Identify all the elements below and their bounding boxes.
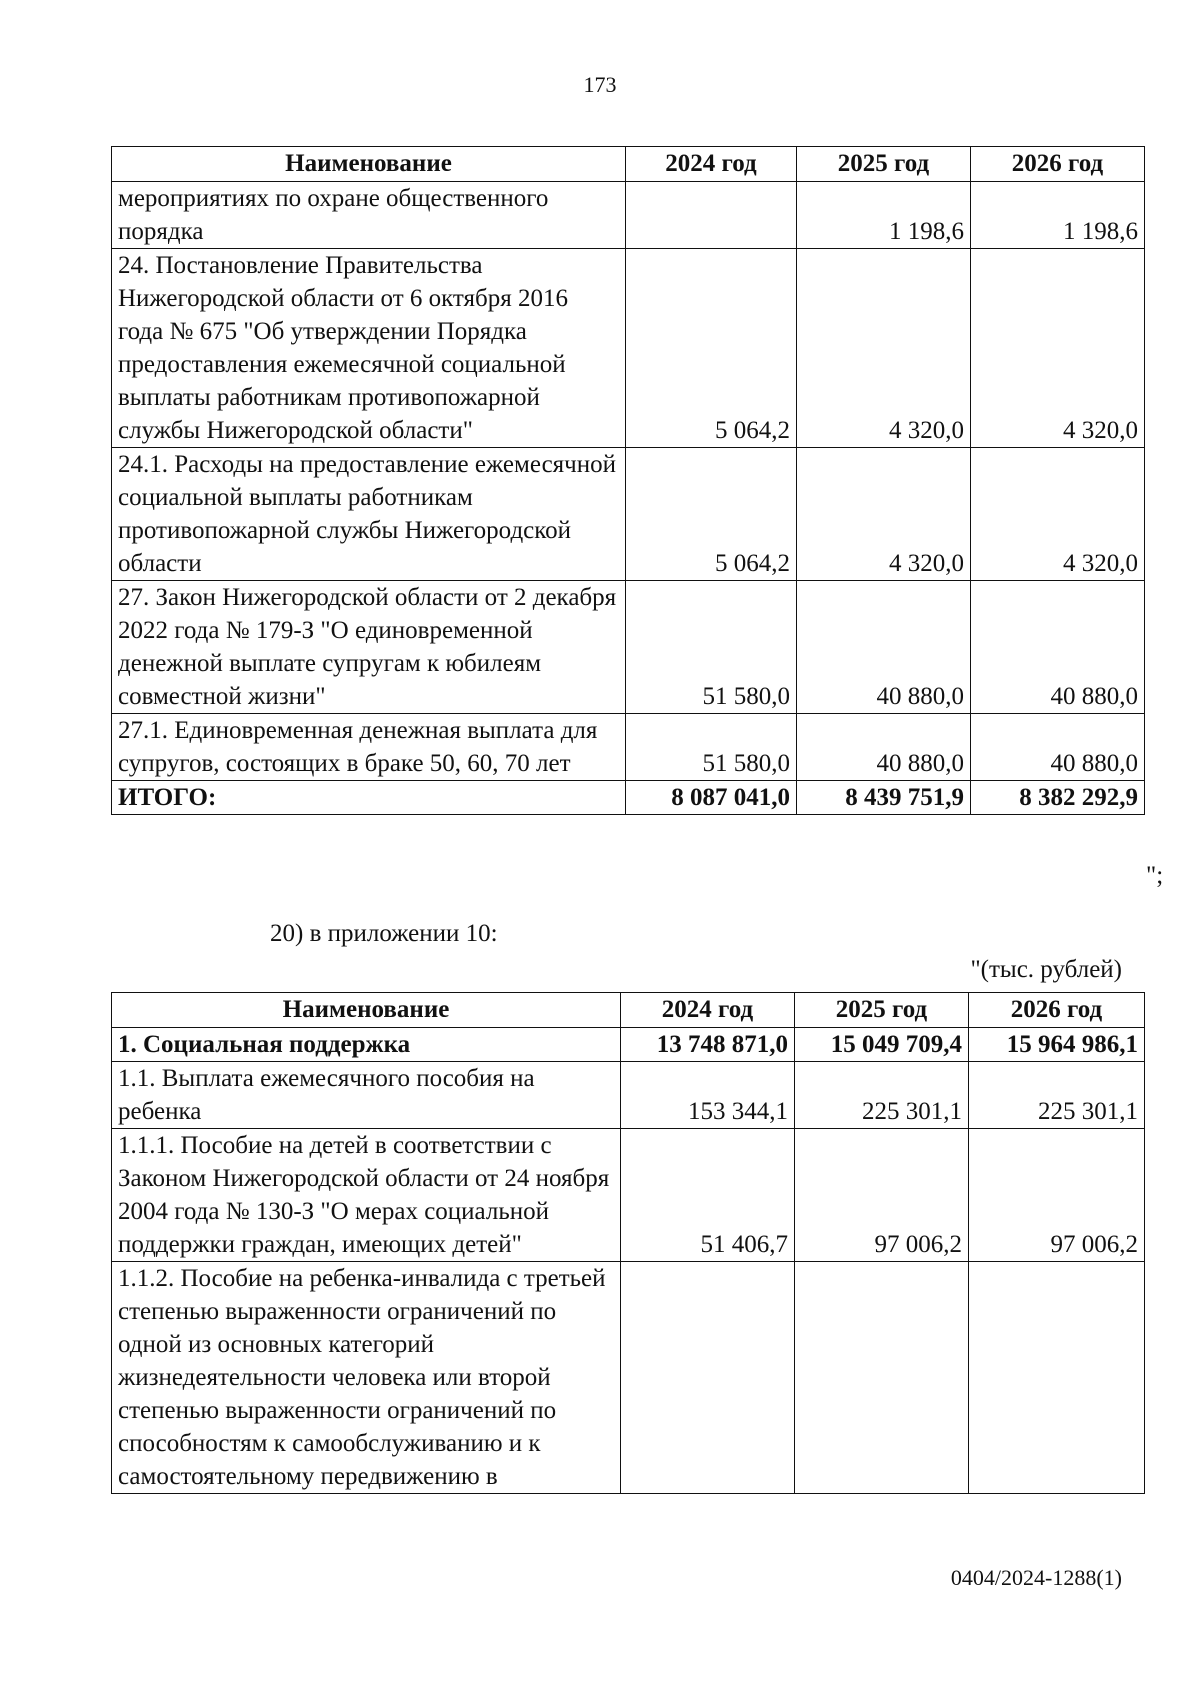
table-row [112, 581, 1145, 714]
table-header-row [112, 147, 1145, 182]
row-value-2026: 40 880,0 [971, 581, 1145, 714]
unit-label: "(тыс. рублей) [970, 956, 1122, 983]
row-name: 1.1.2. Пособие на ребенка-инвалида с третьей степенью выраженности ограничений по одной из основных категорий жизнедеятельности человека или второй степенью выраженности ограничений по способностям к самообслуживанию и к самостоятельному передвижению в [112, 1262, 621, 1494]
row-value-2024: 51 580,0 [626, 581, 797, 714]
total-2024: 8 087 041,0 [626, 781, 797, 815]
row-value-2025: 40 880,0 [797, 581, 971, 714]
row-value-2024: 153 344,1 [621, 1062, 795, 1129]
row-name: 24. Постановление Правительства Нижегородской области от 6 октября 2016 года № 675 "Об утверждении Порядка предоставления ежемесячной социальной выплаты работникам противопожарной службы Нижегородской области" [112, 249, 626, 448]
row-value-2026 [969, 1262, 1145, 1494]
table-row [112, 1062, 1145, 1129]
row-name: 1.1.1. Пособие на детей в соответствии с Законом Нижегородской области от 24 ноября 2004 года № 130-З "О мерах социальной поддержки граждан, имеющих детей" [112, 1129, 621, 1262]
row-value-2026: 225 301,1 [969, 1062, 1145, 1129]
row-value-2024: 5 064,2 [626, 249, 797, 448]
appendix-10-table [111, 992, 1145, 1494]
row-value-2024: 51 406,7 [621, 1129, 795, 1262]
table-row [112, 249, 1145, 448]
total-row [112, 781, 1145, 815]
row-value-2024 [621, 1262, 795, 1494]
budget-table-continuation [111, 146, 1145, 815]
section-2025: 15 049 709,4 [795, 1028, 969, 1062]
row-name: 1.1. Выплата ежемесячного пособия на ребенка [112, 1062, 621, 1129]
row-value-2025: 4 320,0 [797, 249, 971, 448]
header-2024: 2024 год [621, 993, 795, 1028]
row-name: 27. Закон Нижегородской области от 2 декабря 2022 года № 179-З "О единовременной денежной выплате супругам к юбилеям совместной жизни" [112, 581, 626, 714]
section-title: 20) в приложении 10: [270, 920, 498, 947]
section-2026: 15 964 986,1 [969, 1028, 1145, 1062]
table-row [112, 448, 1145, 581]
row-value-2026: 1 198,6 [971, 182, 1145, 249]
row-name: 24.1. Расходы на предоставление ежемесячной социальной выплаты работникам противопожарной службы Нижегородской области [112, 448, 626, 581]
header-2026: 2026 год [971, 147, 1145, 182]
section-row [112, 1028, 1145, 1062]
header-2026: 2026 год [969, 993, 1145, 1028]
closing-quote: "; [1146, 862, 1164, 889]
header-2025: 2025 год [795, 993, 969, 1028]
total-2025: 8 439 751,9 [797, 781, 971, 815]
row-value-2026: 4 320,0 [971, 249, 1145, 448]
row-value-2025: 1 198,6 [797, 182, 971, 249]
row-name: мероприятиях по охране общественного порядка [112, 182, 626, 249]
table-row [112, 1129, 1145, 1262]
row-value-2024 [626, 182, 797, 249]
table-row [112, 1262, 1145, 1494]
row-value-2025: 225 301,1 [795, 1062, 969, 1129]
section-2024: 13 748 871,0 [621, 1028, 795, 1062]
total-label: ИТОГО: [112, 781, 626, 815]
header-2024: 2024 год [626, 147, 797, 182]
table-row [112, 182, 1145, 249]
header-name: Наименование [112, 993, 621, 1028]
row-name: 27.1. Единовременная денежная выплата для супругов, состоящих в браке 50, 60, 70 лет [112, 714, 626, 781]
row-value-2024: 51 580,0 [626, 714, 797, 781]
document-number: 0404/2024-1288(1) [950, 1565, 1122, 1590]
header-name: Наименование [112, 147, 626, 182]
row-value-2026: 40 880,0 [971, 714, 1145, 781]
row-value-2025: 40 880,0 [797, 714, 971, 781]
table-row [112, 714, 1145, 781]
row-value-2024: 5 064,2 [626, 448, 797, 581]
row-value-2025: 4 320,0 [797, 448, 971, 581]
page-number: 173 [583, 72, 617, 97]
row-value-2025: 97 006,2 [795, 1129, 969, 1262]
header-2025: 2025 год [797, 147, 971, 182]
row-value-2026: 97 006,2 [969, 1129, 1145, 1262]
total-2026: 8 382 292,9 [971, 781, 1145, 815]
section-name: 1. Социальная поддержка [112, 1028, 621, 1062]
row-value-2025 [795, 1262, 969, 1494]
row-value-2026: 4 320,0 [971, 448, 1145, 581]
table-header-row [112, 993, 1145, 1028]
